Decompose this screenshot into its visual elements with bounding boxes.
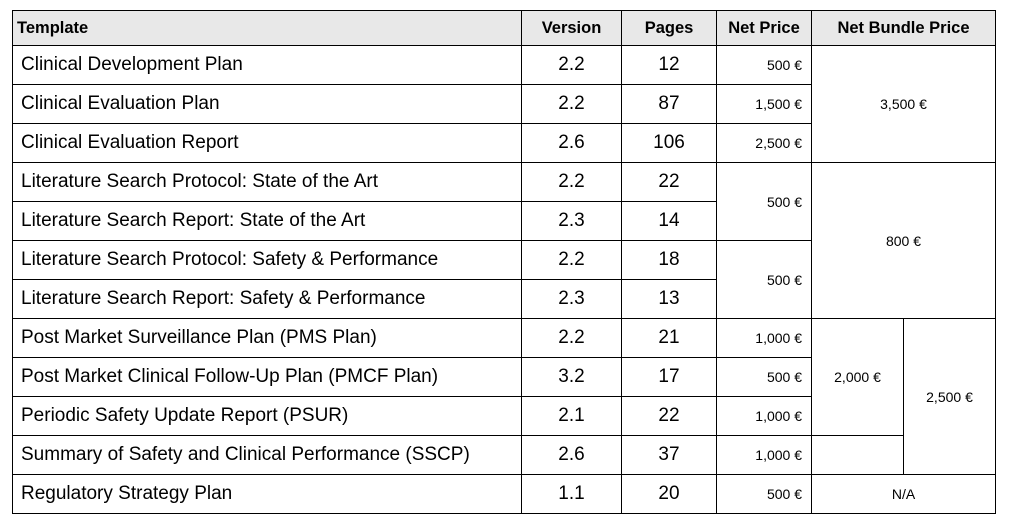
version-cell: 2.2: [522, 241, 622, 280]
net-price-cell: 1,000 €: [717, 397, 812, 436]
header-row: [13, 11, 996, 46]
table-row: [13, 319, 996, 358]
template-name: Clinical Evaluation Report: [13, 124, 522, 163]
header-pages: Pages: [622, 11, 717, 46]
net-price-sota-pair: 500 €: [717, 163, 812, 241]
template-name: Regulatory Strategy Plan: [13, 475, 522, 514]
net-price-cell: 1,000 €: [717, 319, 812, 358]
header-net-price: Net Price: [717, 11, 812, 46]
template-name: Clinical Evaluation Plan: [13, 85, 522, 124]
version-cell: 2.6: [522, 124, 622, 163]
pages-cell: 21: [622, 319, 717, 358]
table-row: [13, 163, 996, 202]
net-price-cell: 500 €: [717, 46, 812, 85]
template-name: Literature Search Report: Safety & Performance: [13, 280, 522, 319]
bundle-price-pms-outer: 2,500 €: [904, 319, 996, 475]
pages-cell: 22: [622, 397, 717, 436]
net-price-cell: 500 €: [717, 475, 812, 514]
version-cell: 2.6: [522, 436, 622, 475]
pages-cell: 18: [622, 241, 717, 280]
version-cell: 3.2: [522, 358, 622, 397]
pages-cell: 17: [622, 358, 717, 397]
empty-bundle-cell: [812, 436, 904, 475]
version-cell: 2.1: [522, 397, 622, 436]
bundle-price-regulatory: N/A: [812, 475, 996, 514]
pages-cell: 14: [622, 202, 717, 241]
template-name: Post Market Surveillance Plan (PMS Plan): [13, 319, 522, 358]
version-cell: 2.2: [522, 85, 622, 124]
pages-cell: 22: [622, 163, 717, 202]
version-cell: 2.3: [522, 202, 622, 241]
pages-cell: 12: [622, 46, 717, 85]
template-name: Clinical Development Plan: [13, 46, 522, 85]
bundle-price-clinical: 3,500 €: [812, 46, 996, 163]
version-cell: 2.2: [522, 163, 622, 202]
template-name: Summary of Safety and Clinical Performance (SSCP): [13, 436, 522, 475]
header-net-bundle-price: Net Bundle Price: [812, 11, 996, 46]
table-row: [13, 436, 996, 475]
template-name: Post Market Clinical Follow-Up Plan (PMCF Plan): [13, 358, 522, 397]
header-template: Template: [13, 11, 522, 46]
bundle-price-literature: 800 €: [812, 163, 996, 319]
table-row: [13, 46, 996, 85]
template-name: Literature Search Report: State of the Art: [13, 202, 522, 241]
version-cell: 2.2: [522, 46, 622, 85]
pages-cell: 13: [622, 280, 717, 319]
net-price-cell: 2,500 €: [717, 124, 812, 163]
pages-cell: 106: [622, 124, 717, 163]
table-row: [13, 475, 996, 514]
template-pricing-table: [12, 10, 996, 514]
bundle-price-pms-inner: 2,000 €: [812, 319, 904, 436]
pages-cell: 20: [622, 475, 717, 514]
header-version: Version: [522, 11, 622, 46]
pages-cell: 37: [622, 436, 717, 475]
net-price-cell: 1,500 €: [717, 85, 812, 124]
net-price-safety-pair: 500 €: [717, 241, 812, 319]
version-cell: 1.1: [522, 475, 622, 514]
template-name: Literature Search Protocol: Safety & Performance: [13, 241, 522, 280]
net-price-cell: 500 €: [717, 358, 812, 397]
pricing-table-wrapper: [12, 10, 996, 514]
version-cell: 2.2: [522, 319, 622, 358]
version-cell: 2.3: [522, 280, 622, 319]
template-name: Periodic Safety Update Report (PSUR): [13, 397, 522, 436]
template-name: Literature Search Protocol: State of the Art: [13, 163, 522, 202]
pages-cell: 87: [622, 85, 717, 124]
net-price-cell: 1,000 €: [717, 436, 812, 475]
